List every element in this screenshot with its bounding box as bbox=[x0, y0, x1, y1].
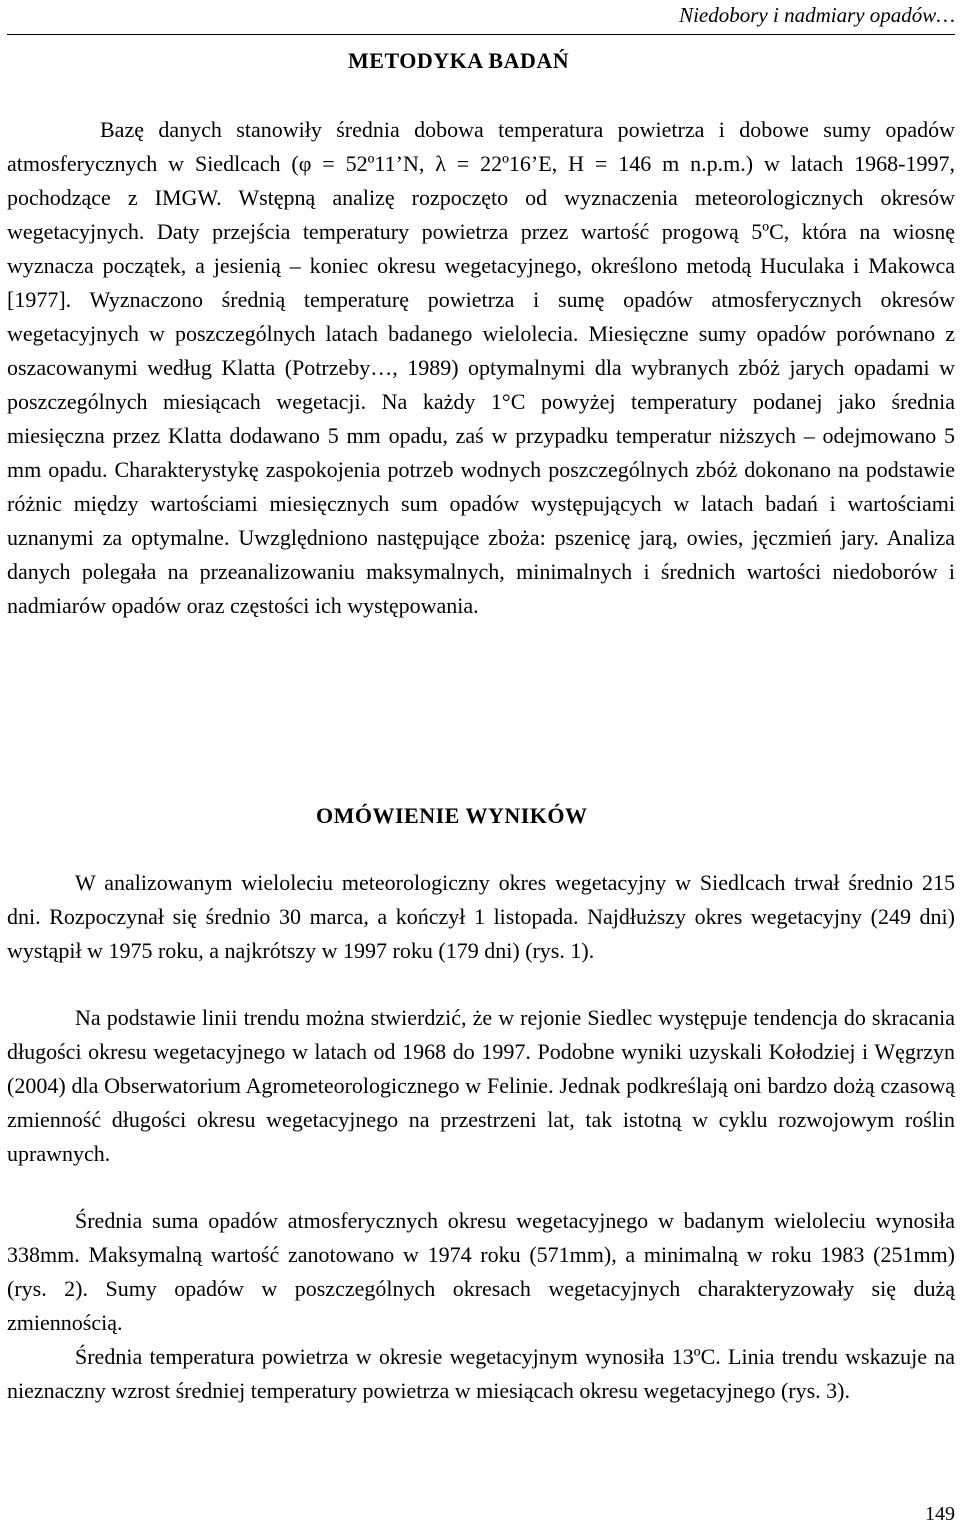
paragraph-results-3: Średnia suma opadów atmosferycznych okresu wegetacyjnego w badanym wieloleciu wynosiła 338mm. Maksymalną wartość zanotowano w 1974 roku (571mm), a minimalną w roku 1983 (251mm) (rys. 2). Sumy opadów w poszczególnych okresach wegetacyjnych charakteryzowały się dużą zmiennością. bbox=[7, 1208, 955, 1335]
paragraph-results-4: Średnia temperatura powietrza w okresie wegetacyjnym wynosiła 13ºC. Linia trendu wskazuje na nieznaczny wzrost średniej temperatury powietrza w miesiącach okresu wegetacyjnego (rys. 3). bbox=[7, 1344, 955, 1403]
page-number: 149 bbox=[925, 1503, 955, 1525]
running-header: Niedobory i nadmiary opadów… bbox=[679, 3, 955, 27]
section-heading-results: OMÓWIENIE WYNIKÓW bbox=[316, 803, 588, 828]
section-heading-methodology: METODYKA BADAŃ bbox=[348, 48, 570, 73]
document-page bbox=[7, 0, 955, 1527]
paragraph-methodology: Bazę danych stanowiły średnia dobowa temperatura powietrza i dobowe sumy opadów atmosferycznych w Siedlcach (φ = 52º11’N, λ = 22º16’E, H = 146 m n.p.m.) w latach 1968-1997, pochodzące z IMGW. Wstępną analizę rozpoczęto od wyznaczenia meteorologicznych okresów wegetacyjnych. Daty przejścia temperatury powietrza przez wartość progową 5ºC, która na wiosnę wyznacza początek, a jesienią – koniec okresu wegetacyjnego, określono metodą Huculaka i Makowca [1977]. Wyznaczono średnią temperaturę powietrza i sumę opadów atmosferycznych okresów wegetacyjnych w poszczególnych latach badanego wielolecia. Miesięczne sumy opadów porównano z oszacowanymi według Klatta (Potrzeby…, 1989) optymalnymi dla wybranych zbóż jarych opadami w poszczególnych miesiącach wegetacji. Na każdy 1°C powyżej temperatury podanej jako średnia miesięczna przez Klatta dodawano 5 mm opadu, zaś w przypadku temperatur niższych – odejmowano 5 mm opadu. Charakterystykę zaspokojenia potrzeb wodnych poszczególnych zbóż dokonano na podstawie różnic między wartościami miesięcznych sum opadów występujących w latach badań i wartościami uznanymi za optymalne. Uwzględniono następujące zboża: pszenicę jarą, owies, jęczmień jary. Analiza danych polegała na przeanalizowaniu maksymalnych, minimalnych i średnich wartości niedoborów i nadmiarów opadów oraz częstości ich występowania. bbox=[7, 117, 955, 618]
paragraph-results-2: Na podstawie linii trendu można stwierdzić, że w rejonie Siedlec występuje tendencja do skracania długości okresu wegetacyjnego w latach od 1968 do 1997. Podobne wyniki uzyskali Kołodziej i Węgrzyn (2004) dla Obserwatorium Agrometeorologicznego w Felinie. Jednak podkreślają oni bardzo dożą czasową zmienność długości okresu wegetacyjnego na przestrzeni lat, tak istotną w cyklu rozwojowym roślin uprawnych. bbox=[7, 1005, 955, 1166]
header-divider bbox=[7, 34, 955, 35]
paragraph-results-1: W analizowanym wieloleciu meteorologiczny okres wegetacyjny w Siedlcach trwał średnio 215 dni. Rozpoczynał się średnio 30 marca, a kończył 1 listopada. Najdłuższy okres wegetacyjny (249 dni) wystąpił w 1975 roku, a najkrótszy w 1997 roku (179 dni) (rys. 1). bbox=[7, 870, 955, 963]
